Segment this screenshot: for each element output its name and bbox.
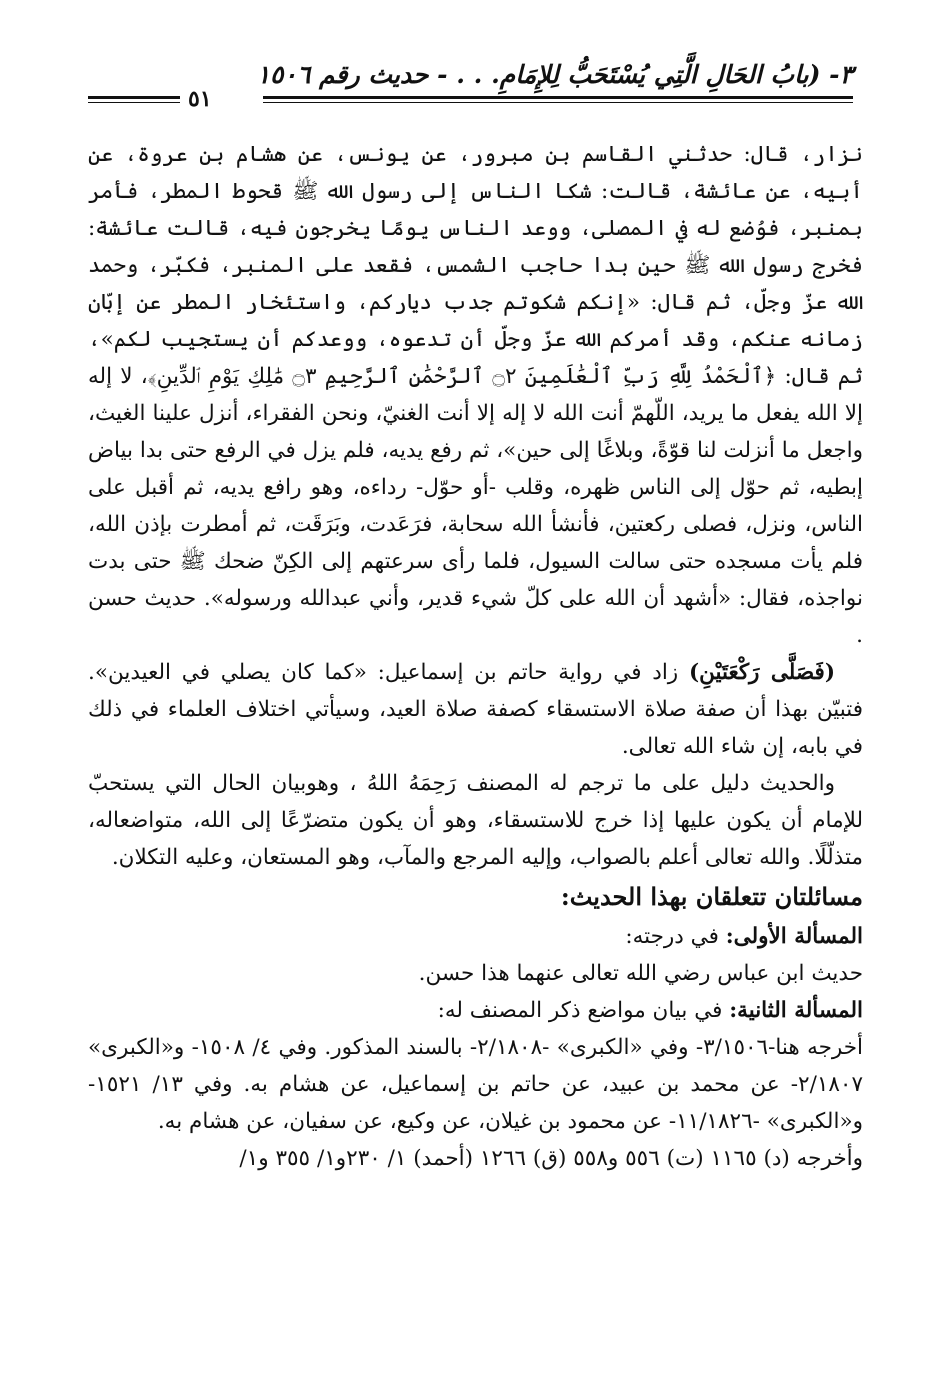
section-heading: مسائلتان تتعلقان بهذا الحديث:: [560, 882, 863, 911]
question-2: [88, 992, 863, 1029]
question-1-title: في درجته:: [625, 924, 726, 949]
quoted-phrase: (فَصَلَّى رَكْعَتَيْنِ): [688, 660, 835, 685]
question-1-text: حديث ابن عباس رضي الله تعالى عنهما هذا حسن.: [418, 961, 863, 986]
question-1: [88, 918, 863, 955]
commentary-text-1: زاد في رواية حاتم بن إسماعيل: «كما كان يصلي في العيدين». فتبيّن بهذا أن صفة صلاة الاستسقاء كصفة صلاة العيد، وسيأتي اختلاف العلماء في ذلك في بابه، إن شاء الله تعالى.: [88, 660, 863, 759]
commentary-paragraph-1: [88, 654, 863, 765]
page-body: [88, 136, 863, 1177]
header-title: ٣- (بابُ الحَالِ الَّتِي يُسْتَحَبُّ لِلإِمَامِ. . . - حديث رقم ١٥٠٦: [256, 60, 853, 89]
question-2-title: في بيان مواضع ذكر المصنف له:: [437, 998, 730, 1023]
question-2-text-1: أخرجه هنا-٣/١٥٠٦- وفي «الكبرى» -٢/١٨٠٨- بالسند المذكور. وفي ٤/ ١٥٠٨- و«الكبرى» ٢/١٨٠٧- عن محمد بن عبيد، عن حاتم بن إسماعيل، عن هشام به. وفي ١٣/ ١٥٢١- و«الكبرى» -١١/١٨٢٦- عن محمود بن غيلان، عن وكيع، عن سفيان، عن هشام به.: [88, 1035, 864, 1134]
question-1-label: المسألة الأولى:: [725, 924, 863, 949]
running-header: [88, 60, 853, 112]
page-number: ٥١: [188, 86, 212, 112]
question-2-text-2: وأخرجه (د) ١١٦٥ (ت) ٥٥٦ و٥٥٨ (ق) ١٢٦٦ (أحمد) ١/ ٢٣٠و١/ ٣٥٥ و١/: [239, 1146, 863, 1171]
header-left-rule: [88, 96, 180, 106]
commentary-paragraph-2: والحديث دليل على ما ترجم له المصنف رَحِمَهُ اللهُ ، وهوبيان الحال التي يستحبّ للإمام أن يكون عليها إذا خرج للاستسقاء، وهو أن يكون متضرّعًا إلى الله، متواضعاله، متذلّلًا. والله تعالى أعلم بالصواب، وإليه المرجع والمآب، وهو المستعان، وعليه التكلان.: [88, 771, 863, 870]
question-2-label: المسألة الثانية:: [729, 998, 863, 1023]
header-double-rule: [263, 96, 853, 106]
hadith-paragraph: نزار، قال: حدثني القاسم بن مبرور، عن يونس، عن هشام بن عروة، عن أبيه، عن عائشة، قالت: شكا الناس إلى رسول الله ﷺ قحوط المطر، فأمر بمنبر، فوُضع له في المصلى، ووعد الناس يومًا يخرجون فيه، قالت عائشة: فخرج رسول الله ﷺ حين بدا حاجب الشمس، فقعد على المنبر، فكبّر، وحمد الله عزّ وجلّ، ثم قال: «إنكم شكوتم جدب دياركم، واستئخار المطر عن إبّان زمانه عنكم، وقد أمركم الله عزّ وجلّ أن تدعوه، ووعدكم أن يستجيب لكم»، ثم قال: ﴿ٱلْحَمْدُ لِلَّهِ رَبِّ ٱلْعَٰلَمِينَ ۝٢ ٱلرَّحْمَٰنِ ٱلرَّحِيمِ ۝٣ مَٰلِكِ يَوْمِ ٱلدِّينِ﴾، لا إله إلا الله يفعل ما يريد، اللّهمّ أنت الله لا إله إلا أنت الغنيّ، ونحن الفقراء، أنزل علينا الغيث، واجعل ما أنزلت لنا قوّةً، وبلاغًا إلى حين»، ثم رفع يديه، فلم يزل في الرفع حتى بدا بياض إبطيه، ثم حوّل إلى الناس ظهره، وقلب -أو حوّل- رداءه، وهو رافع يديه، ثم أقبل على الناس، ونزل، فصلى ركعتين، فأنشأ الله سحابة، فرَعَدت، وبَرَقَت، ثم أمطرت بإذن الله، فلم يأت مسجده حتى سالت السيول، فلما رأى سرعتهم إلى الكِنّ ضحك ﷺ حتى بدت نواجذه، فقال: «أشهد أن الله على كلّ شيء قدير، وأني عبدالله ورسوله». حديث حسن .: [88, 142, 863, 648]
